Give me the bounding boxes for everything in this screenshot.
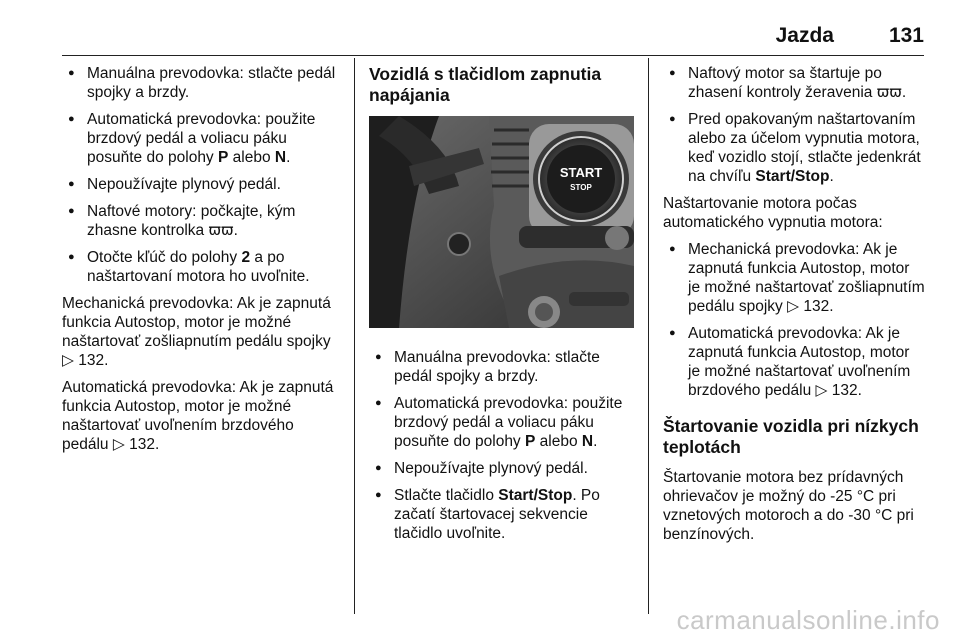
list-item: ● Stlačte tlačidlo Start/Stop. Po začatí štartovacej sekvencie tlačidlo uvoľnite. (369, 486, 634, 543)
ref-arrow-icon: ▷ (815, 382, 828, 399)
bullet-list (369, 348, 634, 543)
bullet-list (62, 64, 344, 286)
bullet-list (663, 64, 925, 186)
list-item: ● Mechanická prevodovka: Ak je zapnutá funkcia Autostop, motor je možné naštartovať zošliapnutím pedálu spojky ▷ 132. (663, 240, 925, 316)
paragraph-manual-autostop: Mechanická prevodovka: Ak je zapnutá funkcia Autostop, motor je možné naštartovať zošliapnutím pedálu spojky ▷ 132. (62, 295, 331, 369)
glow-plug-icon: ϖϖ (876, 83, 902, 101)
watermark: carmanualsonline.info (676, 605, 940, 635)
section-title: Jazda (775, 24, 834, 47)
paragraph-autostop-intro: Naštartovanie motora počas automatického vypnutia motora: (663, 195, 883, 231)
column-1 (62, 64, 344, 462)
glow-plug-icon: ϖϖ (208, 221, 234, 239)
list-item: ● Naftové motory: počkajte, kým zhasne kontrolka ϖϖ. (62, 202, 344, 240)
paragraph-low-temperature: Štartovanie motora bez prídavných ohrievačov je možný do -25 °C pri vznetových motoroch a do -30 °C pri benzínových. (663, 469, 914, 543)
section-heading: Štartovanie vozidla pri nízkych teplotách (663, 416, 919, 457)
column-2 (369, 64, 634, 551)
list-item: ● Nepoužívajte plynový pedál. (62, 175, 344, 194)
list-item: ● Pred opakovaným naštartovaním alebo za účelom vypnutia motora, keď vozidlo stojí, stlačte jedenkrát na chvíľu Start/Stop. (663, 110, 925, 186)
page-reference[interactable]: 132. (129, 436, 160, 453)
column-3 (663, 64, 925, 552)
page-header (62, 22, 924, 56)
page-number: 131 (888, 24, 924, 47)
paragraph-automatic-autostop: Automatická prevodovka: Ak je zapnutá funkcia Autostop, motor je možné naštartovať uvoľnením brzdového pedálu ▷ 132. (62, 379, 334, 453)
bullet-list (663, 240, 925, 400)
list-item: ● Naftový motor sa štartuje po zhasení kontroly žeravenia ϖϖ. (663, 64, 925, 102)
page-reference[interactable]: 132. (78, 352, 109, 369)
stop-label: STOP (570, 183, 592, 192)
section-heading: Vozidlá s tlačidlom zapnutia napájania (369, 64, 602, 105)
list-item: ● Manuálna prevodovka: stlačte pedál spojky a brzdy. (62, 64, 344, 102)
column-divider-1 (354, 58, 355, 614)
ref-arrow-icon: ▷ (62, 352, 74, 369)
ref-arrow-icon: ▷ (112, 436, 125, 453)
start-label: START (559, 165, 603, 180)
page-reference[interactable]: 132. (831, 382, 862, 399)
list-item: ● Manuálna prevodovka: stlačte pedál spojky a brzdy. (369, 348, 634, 386)
ref-arrow-icon: ▷ (787, 298, 800, 315)
column-divider-2 (648, 58, 649, 614)
list-item: ● Automatická prevodovka: použite brzdový pedál a voliacu páku posuňte do polohy P alebo N. (62, 110, 344, 167)
list-item: ● Automatická prevodovka: použite brzdový pedál a voliacu páku posuňte do polohy P alebo N. (369, 394, 634, 451)
list-item: ● Nepoužívajte plynový pedál. (369, 459, 634, 478)
page-reference[interactable]: 132. (803, 298, 834, 315)
list-item: ● Automatická prevodovka: Ak je zapnutá funkcia Autostop, motor je možné naštartovať uvoľnením brzdového pedálu ▷ 132. (663, 324, 925, 400)
start-button-photo (369, 116, 634, 328)
list-item: ● Otočte kľúč do polohy 2 a po naštartovaní motora ho uvoľnite. (62, 248, 344, 286)
